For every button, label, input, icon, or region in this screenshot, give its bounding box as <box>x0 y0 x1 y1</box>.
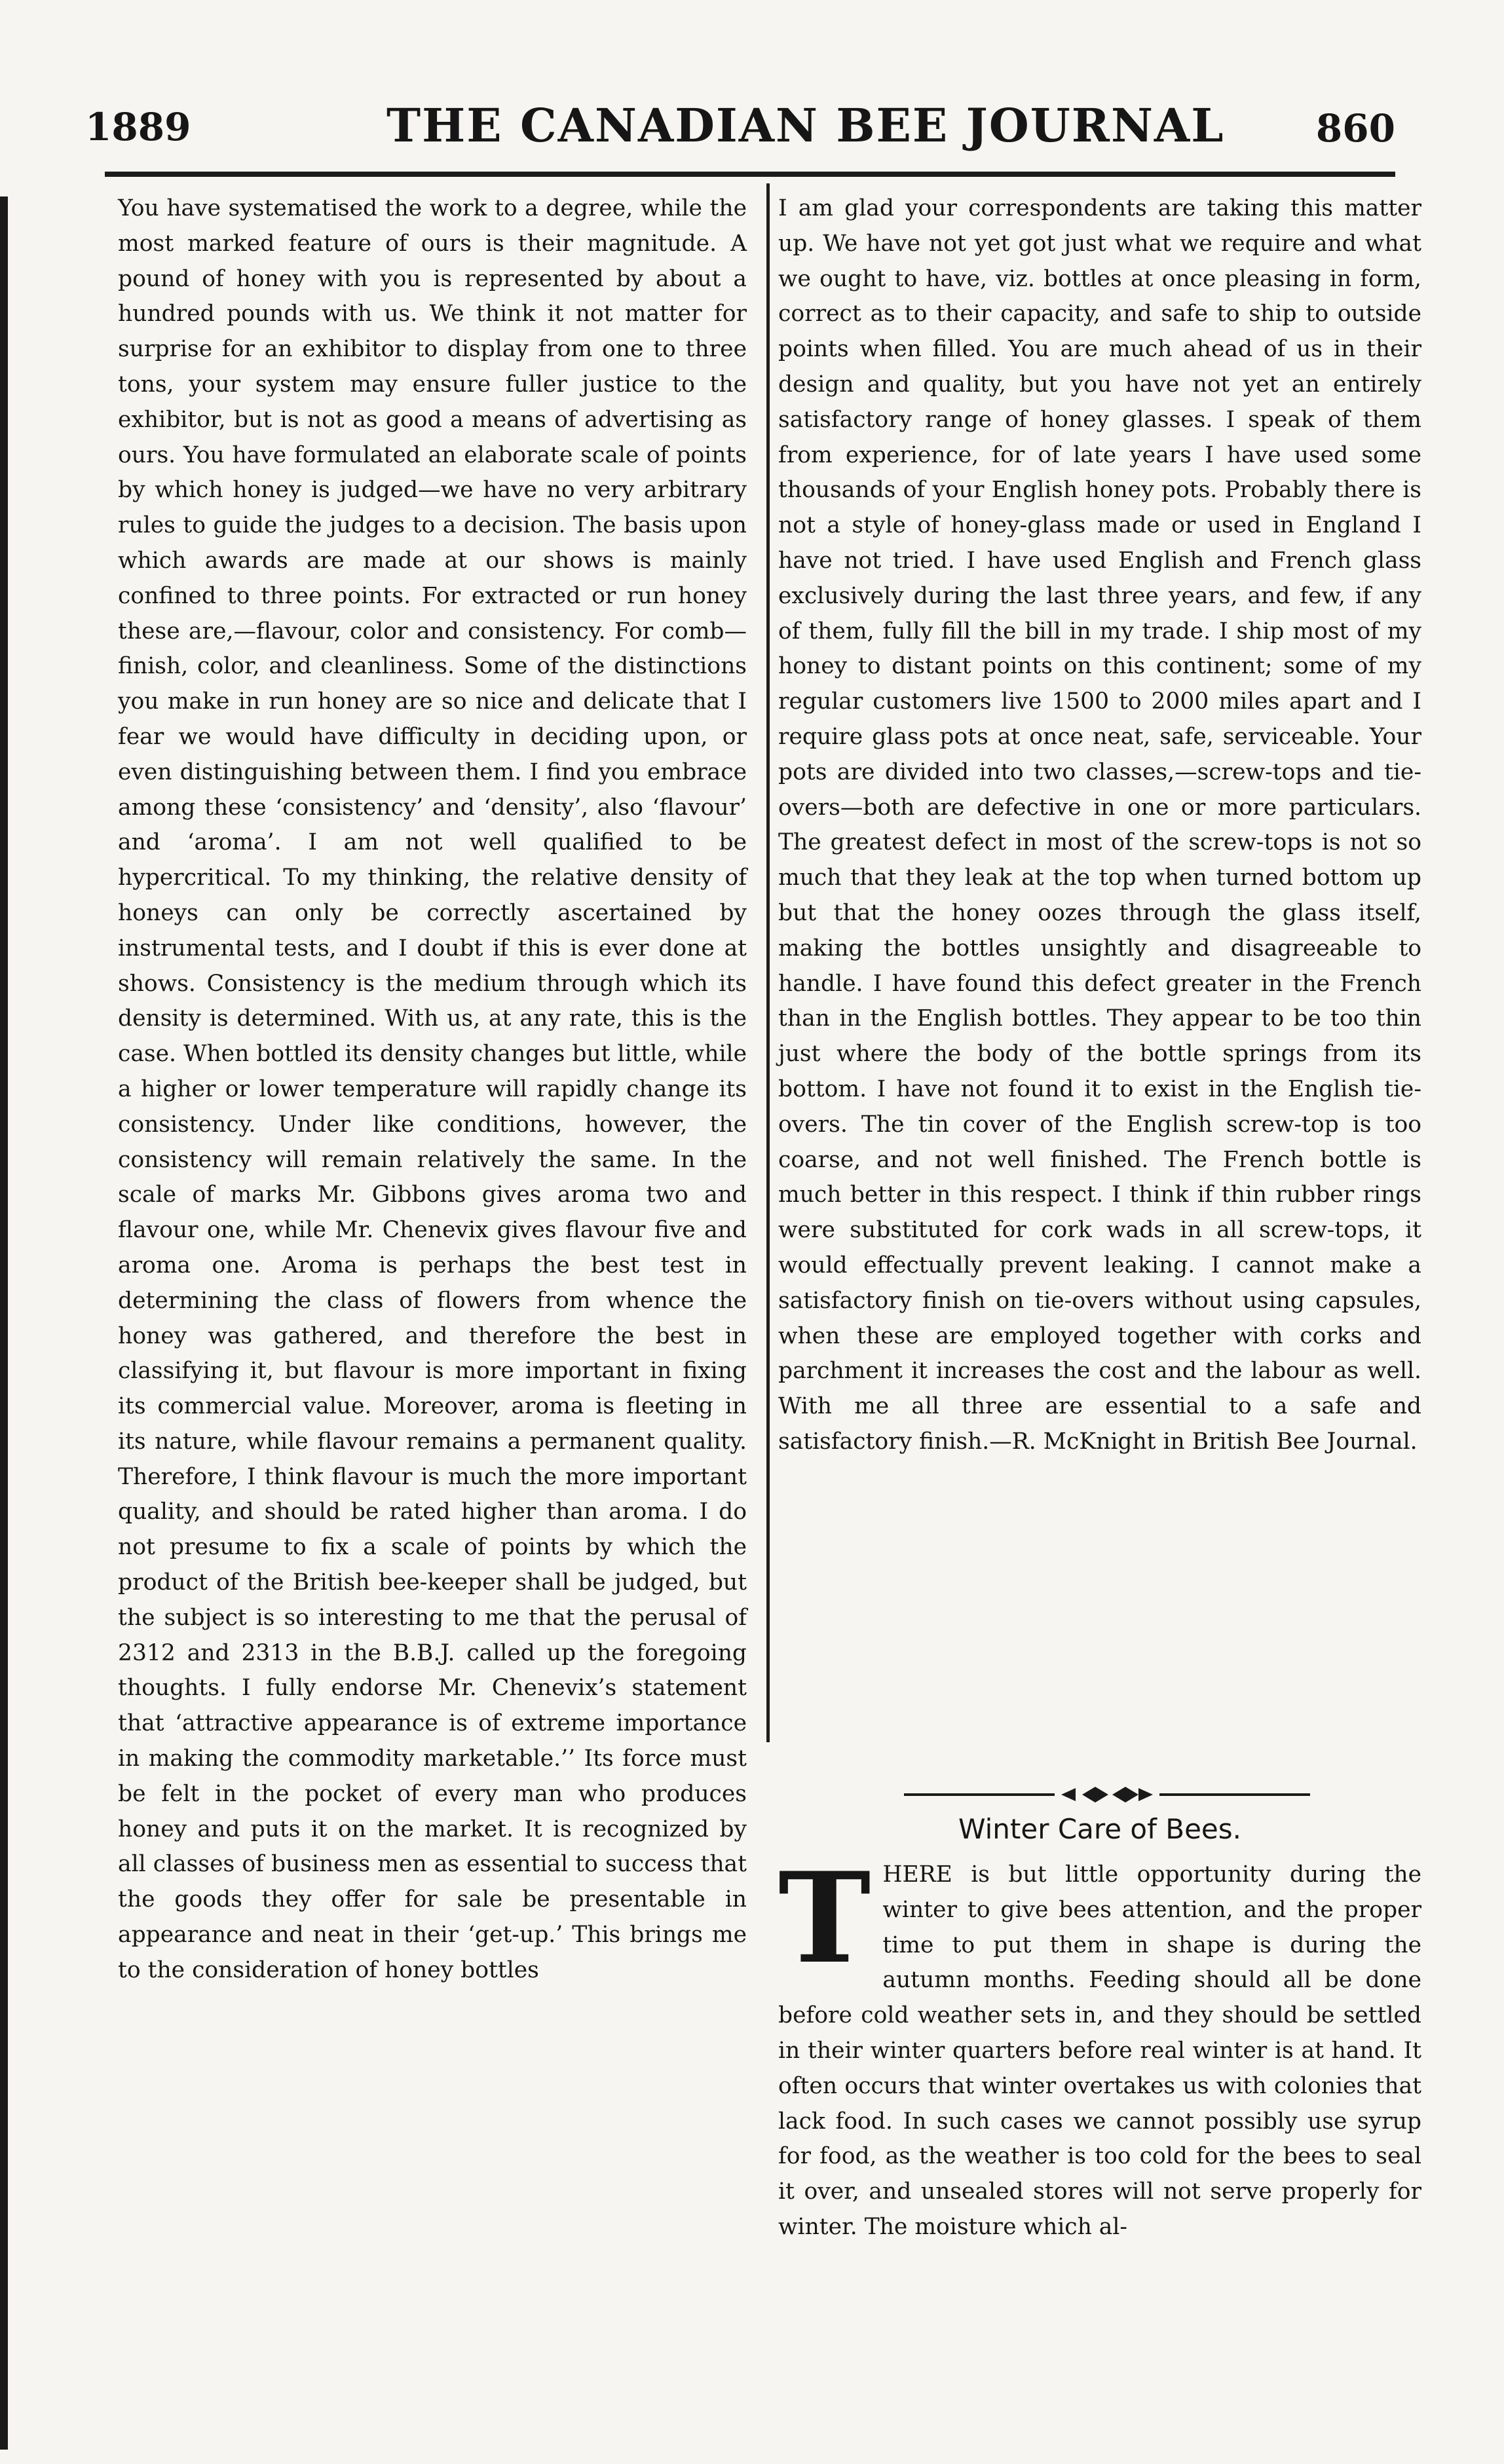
column-divider <box>766 183 770 1742</box>
page-header <box>85 92 1395 164</box>
drop-cap-letter: T <box>778 1845 871 1991</box>
section-title: Winter Care of Bees. <box>958 1813 1241 1845</box>
right-column <box>778 191 1421 1460</box>
left-column-text: You have systematised the work to a degree, while the most marked feature of ours is their magnitude. A pound of honey with you is represented by about a hundred pounds with us. We think it not matter for surprise for an exhibitor to display from one to three tons, your system may ensure fuller justice to the exhibitor, but is not as good a means of advertising as ours. You have formulated an elaborate scale of points by which honey is judged—we have no very arbitrary rules to guide the judges to a decision. The basis upon which awards are made at our shows is mainly confined to three points. For extracted or run honey these are,—flavour, color and consistency. For comb—finish, color, and cleanliness. Some of the distinctions you make in run honey are so nice and delicate that I fear we would have difficulty in deciding upon, or even distinguishing between them. I find you embrace among these ‘consistency’ and ‘density’, also ‘flavour’ and ‘aroma’. I am not well qualified to be hypercritical. To my thinking, the relative density of honeys can only be correctly ascertained by instrumental tests, and I doubt if this is ever done at shows. Consistency is the medium through which its density is determined. With us, at any rate, this is the case. When bottled its density changes but little, while a higher or lower temperature will rapidly change its consistency. Under like conditions, however, the consistency will remain relatively the same. In the scale of marks Mr. Gibbons gives aroma two and flavour one, while Mr. Chenevix gives flavour five and aroma one. Aroma is perhaps the best test in determining the class of flowers from whence the honey was gathered, and therefore the best in classifying it, but flavour is more important in fixing its commercial value. Moreover, aroma is fleeting in its nature, while flavour remains a permanent quality. Therefore, I think flavour is much the more important quality, and should be rated higher than aroma. I do not presume to fix a scale of points by which the product of the British bee-keeper shall be judged, but the subject is so interesting to me that the perusal of 2312 and 2313 in the B.B.J. called up the foregoing thoughts. I fully endorse Mr. Chenevix’s statement that ‘attractive appearance is of extreme importance in making the commodity marketable.’’ Its force must be felt in the pocket of every man who produces honey and puts it on the market. It is recognized by all classes of business men as essential to success that the goods they offer for sale be presentable in appearance and neat in their ‘get-up.’ This brings me to the consideration of honey bottles <box>118 195 747 1983</box>
winter-care-text: HERE is but little opportunity during the winter to give bees attention, and the proper time to put them in shape is during the autumn months. Feeding should all be done before cold weather sets in, and they should be settled in their winter quarters before real winter is at hand. It often occurs that winter overtakes us with colonies that lack food. In such cases we cannot possibly use syrup for food, as the weather is too cold for the bees to seal it over, and unsealed stores will not serve properly for winter. The moisture which al- <box>778 1861 1421 2240</box>
section-divider-ornament <box>904 1782 1310 1808</box>
winter-care-article <box>778 1845 1421 2245</box>
page-number: 860 <box>1315 106 1395 151</box>
header-year: 1889 <box>85 105 191 149</box>
right-column-text: I am glad your correspondents are taking this matter up. We have not yet got just what we require and what we ought to have, viz. bottles at once pleasing in form, correct as to their capacity, and safe to ship to outside points when filled. You are much ahead of us in their design and quality, but you have not yet an entirely satisfactory range of honey glasses. I speak of them from experience, for of late years I have used some thousands of your English honey pots. Probably there is not a style of honey-glass made or used in England I have not tried. I have used English and French glass exclusively during the last three years, and few, if any of them, fully fill the bill in my trade. I ship most of my honey to distant points on this continent; some of my regular customers live 1500 to 2000 miles apart and I require glass pots at once neat, safe, serviceable. Your pots are divided into two classes,—screw-tops and tie-overs—both are defective in one or more particulars. The greatest defect in most of the screw-tops is not so much that they leak at the top when turned bottom up but that the honey oozes through the glass itself, making the bottles unsightly and disagreeable to handle. I have found this defect greater in the French than in the English bottles. They appear to be too thin just where the body of the bottle springs from its bottom. I have not found it to exist in the English tie-overs. The tin cover of the English screw-top is too coarse, and not well finished. The French bottle is much better in this respect. I think if thin rubber rings were substituted for cork wads in all screw-tops, it would effectually prevent leaking. I cannot make a satisfactory finish on tie-overs without using capsules, when these are employed together with corks and parchment it increases the cost and the labour as well. With me all three are essential to a safe and satisfactory finish.—R. McKnight in British Bee Journal. <box>778 195 1421 1455</box>
binding-edge <box>0 196 8 2450</box>
left-column <box>118 191 747 1988</box>
journal-title: THE CANADIAN BEE JOURNAL <box>386 98 1225 153</box>
header-rule <box>105 172 1395 177</box>
